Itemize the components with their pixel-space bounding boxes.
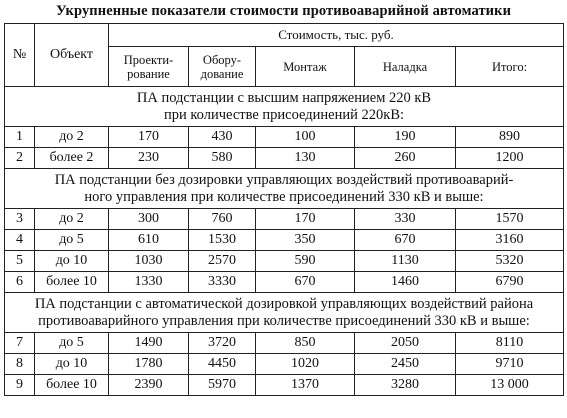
cell-equipment: 4450 [189, 354, 256, 375]
section-heading-cell [5, 293, 564, 333]
cell-design: 1030 [109, 251, 189, 272]
section-heading [5, 87, 564, 127]
cell-installation: 850 [256, 333, 355, 354]
header-setup: Наладка [355, 47, 456, 87]
cell-equipment: 5970 [189, 375, 256, 396]
cell-setup: 190 [355, 127, 456, 148]
cell-equipment: 760 [189, 209, 256, 230]
cell-num: 8 [5, 354, 35, 375]
cell-total: 1200 [456, 148, 564, 169]
header-design-line2: рование [127, 66, 170, 81]
cell-equipment: 3330 [189, 272, 256, 293]
table-row [5, 230, 564, 251]
cell-object: более 2 [35, 148, 109, 169]
cell-equipment: 3720 [189, 333, 256, 354]
cell-design: 170 [109, 127, 189, 148]
header-equipment-line2: дование [200, 66, 244, 81]
cell-installation: 100 [256, 127, 355, 148]
cell-setup: 2450 [355, 354, 456, 375]
cell-total: 1570 [456, 209, 564, 230]
section-line1: ПА подстанции без дозировки управляющих воздействий противоаварий- [54, 171, 514, 188]
section-line2: ного управления при количестве присоединений 330 кВ и выше: [84, 188, 484, 205]
table-row [5, 209, 564, 230]
section-heading-cell [5, 169, 564, 209]
cell-design: 1490 [109, 333, 189, 354]
table-title: Укрупненные показатели стоимости противоаварийной автоматики [55, 3, 512, 19]
section-line1: ПА подстанции с высшим напряжением 220 кВ [136, 89, 432, 106]
cell-object: более 10 [35, 375, 109, 396]
section-line2: при количестве присоединений 220кВ: [163, 106, 405, 123]
table-row [5, 354, 564, 375]
cell-num: 1 [5, 127, 35, 148]
table-row [5, 127, 564, 148]
cell-num: 5 [5, 251, 35, 272]
cell-total: 890 [456, 127, 564, 148]
cell-total: 13 000 [456, 375, 564, 396]
header-design-line1: Проекти- [123, 52, 174, 67]
section-line2: противоаварийного управления при количестве присоединений 330 кВ и выше: [38, 312, 530, 329]
cell-setup: 3280 [355, 375, 456, 396]
section-heading [5, 293, 564, 333]
table-row [5, 148, 564, 169]
header-num: № [5, 24, 35, 87]
header-object: Объект [35, 24, 109, 87]
header-row-1 [5, 24, 564, 47]
cell-num: 7 [5, 333, 35, 354]
cell-num: 3 [5, 209, 35, 230]
cell-object: до 2 [35, 127, 109, 148]
cell-installation: 170 [256, 209, 355, 230]
cell-object: до 5 [35, 333, 109, 354]
section-heading-cell [5, 87, 564, 127]
cell-installation: 590 [256, 251, 355, 272]
header-total: Итого: [456, 47, 564, 87]
cell-num: 2 [5, 148, 35, 169]
cell-num: 6 [5, 272, 35, 293]
cell-total: 5320 [456, 251, 564, 272]
cell-object: до 10 [35, 354, 109, 375]
cell-design: 300 [109, 209, 189, 230]
header-installation: Монтаж [256, 47, 355, 87]
cell-design: 2390 [109, 375, 189, 396]
cell-installation: 670 [256, 272, 355, 293]
header-equipment-line1: Обору- [202, 52, 242, 67]
header-design [109, 47, 189, 87]
cell-equipment: 430 [189, 127, 256, 148]
cell-installation: 350 [256, 230, 355, 251]
cell-design: 610 [109, 230, 189, 251]
cell-object: до 10 [35, 251, 109, 272]
cell-design: 1780 [109, 354, 189, 375]
cell-object: до 5 [35, 230, 109, 251]
cell-design: 230 [109, 148, 189, 169]
table-row [5, 251, 564, 272]
header-equipment [189, 47, 256, 87]
cell-setup: 330 [355, 209, 456, 230]
table-row [5, 333, 564, 354]
cell-setup: 1130 [355, 251, 456, 272]
section-heading [5, 169, 564, 209]
cell-installation: 1020 [256, 354, 355, 375]
cell-setup: 2050 [355, 333, 456, 354]
cell-total: 9710 [456, 354, 564, 375]
table-row [5, 272, 564, 293]
cell-object: до 2 [35, 209, 109, 230]
cell-installation: 1370 [256, 375, 355, 396]
cell-setup: 670 [355, 230, 456, 251]
header-cost-group: Стоимость, тыс. руб. [109, 24, 564, 47]
cell-setup: 260 [355, 148, 456, 169]
cost-table [4, 23, 564, 396]
cell-equipment: 580 [189, 148, 256, 169]
table-row [5, 375, 564, 396]
cell-object: более 10 [35, 272, 109, 293]
cell-total: 3160 [456, 230, 564, 251]
section-line1: ПА подстанции с автоматической дозировкой управляющих воздействий района [34, 295, 534, 312]
cell-total: 6790 [456, 272, 564, 293]
cell-design: 1330 [109, 272, 189, 293]
cell-num: 4 [5, 230, 35, 251]
cell-equipment: 1530 [189, 230, 256, 251]
cell-installation: 130 [256, 148, 355, 169]
cell-num: 9 [5, 375, 35, 396]
cell-total: 8110 [456, 333, 564, 354]
cell-equipment: 2570 [189, 251, 256, 272]
cell-setup: 1460 [355, 272, 456, 293]
